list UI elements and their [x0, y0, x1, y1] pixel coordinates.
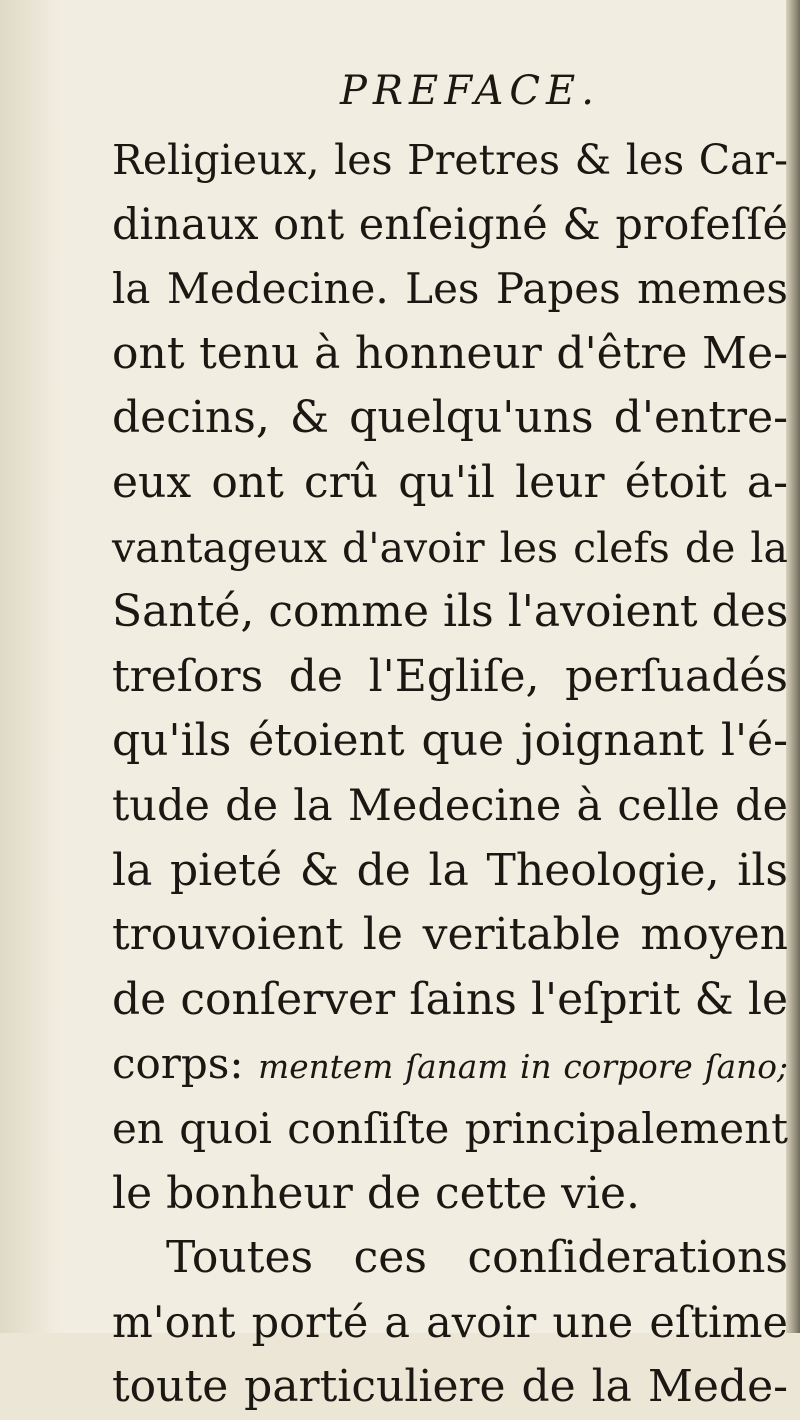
text-line: Santé, comme ils l'avoient des	[112, 586, 789, 638]
text-line: toute particuliere de la Mede-	[112, 1361, 788, 1413]
text-line: en quoi conſiſte principalement	[112, 1103, 788, 1153]
body-text	[112, 128, 788, 1420]
running-header	[0, 68, 800, 114]
text-line: le bonheur de cette vie.	[112, 1167, 641, 1219]
page-gutter	[786, 0, 800, 1333]
running-title: PREFACE.	[340, 68, 600, 114]
text-line: ont tenu à honneur d'être Me-	[112, 327, 788, 379]
text-line-with-quote	[112, 1032, 788, 1097]
text-line: trouvoient le veritable moyen	[112, 909, 788, 961]
text-line: m'ont porté a avoir une eſtime	[112, 1297, 788, 1348]
text-line: eux ont crû qu'il leur étoit a-	[112, 456, 788, 508]
text-line: la Medecine. Les Papes memes	[112, 264, 788, 314]
text-line: dinaux ont enſeigné & profeſſé	[112, 199, 788, 250]
text-line: la pieté & de la Theologie, ils	[112, 844, 788, 896]
text-line: Religieux, les Pretres & les Car-	[112, 136, 788, 184]
text-line: treſors de l'Egliſe, perſuadés	[112, 650, 788, 702]
text-line: de conſerver ſains l'eſprit & le	[112, 973, 788, 1025]
latin-quote: mentem ſanam in corpore ſano;	[258, 1048, 788, 1087]
text-line: tude de la Medecine à celle de	[112, 780, 788, 831]
text-line: vantageux d'avoir les clefs de la	[112, 523, 788, 572]
paragraph-start-line: Toutes ces conſiderations	[166, 1232, 788, 1284]
text-line: qu'ils étoient que joignant l'é-	[112, 715, 788, 767]
text-segment: corps:	[112, 1039, 244, 1089]
text-line: decins, & quelqu'uns d'entre-	[112, 392, 788, 444]
